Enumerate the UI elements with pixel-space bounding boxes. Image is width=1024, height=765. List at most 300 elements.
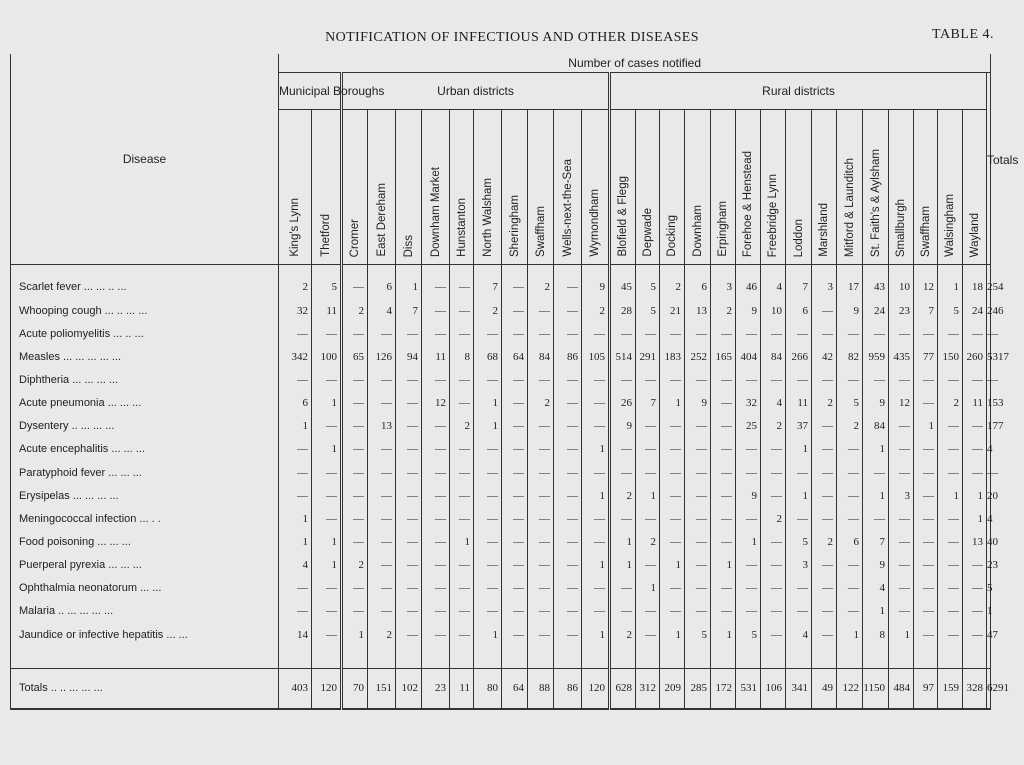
cell-value: — xyxy=(963,415,987,438)
cell-value: 2 xyxy=(610,623,636,646)
cell-value: 64 xyxy=(502,345,528,368)
row-total: 153 xyxy=(987,392,991,415)
cell-value: — xyxy=(963,577,987,600)
column-header xyxy=(610,110,636,265)
cell-value: — xyxy=(736,507,761,530)
cell-value: 7 xyxy=(396,299,422,322)
column-label: Downham xyxy=(691,205,704,257)
cell-value: — xyxy=(528,577,554,600)
table-row xyxy=(11,623,991,646)
cell-value: — xyxy=(812,322,837,345)
cell-value: 1 xyxy=(914,415,938,438)
cell-value: 2 xyxy=(761,415,786,438)
cell-value: — xyxy=(582,530,610,553)
cell-value: 1 xyxy=(610,554,636,577)
row-total: 23 xyxy=(987,554,991,577)
cell-value: — xyxy=(636,554,660,577)
cell-value: 12 xyxy=(422,392,450,415)
cell-value: — xyxy=(889,554,914,577)
cell-value: 105 xyxy=(582,345,610,368)
cell-value: — xyxy=(711,368,736,391)
cell-value: — xyxy=(761,368,786,391)
cell-value: 9 xyxy=(582,276,610,299)
cell-value: — xyxy=(554,276,582,299)
column-header xyxy=(342,110,368,265)
table-row xyxy=(11,577,991,600)
cell-value: 291 xyxy=(636,345,660,368)
disease-notification-table xyxy=(10,54,1019,710)
row-total: 5 xyxy=(987,577,991,600)
cell-value: — xyxy=(502,368,528,391)
cell-value: — xyxy=(938,461,963,484)
cell-value: — xyxy=(837,484,863,507)
cell-value: — xyxy=(422,623,450,646)
cell-value: — xyxy=(554,577,582,600)
column-header xyxy=(474,110,502,265)
cell-value: — xyxy=(837,600,863,623)
cell-value: — xyxy=(685,600,711,623)
cell-value: 1 xyxy=(863,438,889,461)
cell-value: — xyxy=(502,623,528,646)
cell-value: 1 xyxy=(312,530,342,553)
column-total: 151 xyxy=(368,668,396,709)
cell-value: 84 xyxy=(528,345,554,368)
cell-value: — xyxy=(938,507,963,530)
cell-value: 435 xyxy=(889,345,914,368)
cell-value: — xyxy=(396,438,422,461)
cell-value: — xyxy=(582,368,610,391)
cell-value: 21 xyxy=(660,299,685,322)
disease-name: Erysipelas ... ... ... ... xyxy=(11,484,279,507)
cell-value: 342 xyxy=(279,345,312,368)
cell-value: — xyxy=(474,554,502,577)
cell-value: — xyxy=(554,484,582,507)
cell-value: — xyxy=(528,530,554,553)
column-label: Sheringham xyxy=(508,194,521,257)
column-header xyxy=(736,110,761,265)
column-header xyxy=(368,110,396,265)
column-total: 285 xyxy=(685,668,711,709)
cell-value: — xyxy=(422,507,450,530)
column-label: Diss xyxy=(402,234,415,257)
cell-value: — xyxy=(554,392,582,415)
column-label: Docking xyxy=(666,215,678,257)
cell-value: — xyxy=(812,577,837,600)
column-label: Swaffham xyxy=(534,206,547,257)
cell-value: 2 xyxy=(474,299,502,322)
cell-value: 28 xyxy=(610,299,636,322)
cell-value: — xyxy=(837,438,863,461)
cell-value: — xyxy=(812,554,837,577)
cell-value: — xyxy=(786,577,812,600)
cell-value: — xyxy=(582,507,610,530)
cell-value: — xyxy=(837,577,863,600)
row-total: 20 xyxy=(987,484,991,507)
cell-value: — xyxy=(396,461,422,484)
cell-value: 1 xyxy=(963,507,987,530)
cell-value: — xyxy=(502,461,528,484)
cell-value: — xyxy=(736,554,761,577)
column-total: 403 xyxy=(279,668,312,709)
cell-value: 1 xyxy=(863,484,889,507)
column-label: St. Faith's & Aylsham xyxy=(869,148,882,257)
cell-value: 13 xyxy=(368,415,396,438)
cell-value: — xyxy=(554,507,582,530)
cell-value: — xyxy=(889,577,914,600)
cell-value: — xyxy=(660,438,685,461)
column-header xyxy=(660,110,685,265)
cell-value: — xyxy=(528,554,554,577)
cell-value: 12 xyxy=(914,276,938,299)
cell-value: — xyxy=(963,461,987,484)
cell-value: — xyxy=(889,322,914,345)
table-row xyxy=(11,438,991,461)
cell-value: — xyxy=(938,368,963,391)
disease-name: Acute encephalitis ... ... ... xyxy=(11,438,279,461)
cell-value: 18 xyxy=(963,276,987,299)
column-header xyxy=(450,110,474,265)
cell-value: — xyxy=(502,507,528,530)
column-label: Loddon xyxy=(792,218,805,257)
cell-value: — xyxy=(837,554,863,577)
cell-value: — xyxy=(502,438,528,461)
cell-value: — xyxy=(368,600,396,623)
cell-value: 25 xyxy=(736,415,761,438)
cell-value: 2 xyxy=(528,276,554,299)
disease-name: Jaundice or infective hepatitis ... ... xyxy=(11,623,279,646)
cell-value: — xyxy=(914,392,938,415)
cell-value: 183 xyxy=(660,345,685,368)
cell-value: — xyxy=(342,438,368,461)
row-total: 4 xyxy=(987,507,991,530)
cell-value: 1 xyxy=(474,392,502,415)
cell-value: 8 xyxy=(863,623,889,646)
cell-value: 1 xyxy=(312,554,342,577)
cell-value: 2 xyxy=(660,276,685,299)
cell-value: — xyxy=(837,507,863,530)
cell-value: — xyxy=(914,530,938,553)
cell-value: — xyxy=(368,438,396,461)
cell-value: — xyxy=(528,438,554,461)
cell-value: — xyxy=(636,322,660,345)
cell-value: — xyxy=(938,530,963,553)
cell-value: — xyxy=(312,461,342,484)
cell-value: — xyxy=(938,415,963,438)
cell-value: 1 xyxy=(582,484,610,507)
cell-value: 2 xyxy=(636,530,660,553)
cell-value: 9 xyxy=(837,299,863,322)
cell-value: — xyxy=(660,600,685,623)
column-total: 484 xyxy=(889,668,914,709)
cell-value: — xyxy=(342,461,368,484)
cell-value: — xyxy=(474,461,502,484)
cell-value: — xyxy=(450,392,474,415)
cell-value: — xyxy=(914,554,938,577)
cell-value: — xyxy=(660,368,685,391)
cell-value: — xyxy=(342,577,368,600)
cell-value: 3 xyxy=(889,484,914,507)
cell-value: — xyxy=(963,368,987,391)
cell-value: 1 xyxy=(786,484,812,507)
cell-value: — xyxy=(450,276,474,299)
column-total: 122 xyxy=(837,668,863,709)
cell-value: — xyxy=(610,600,636,623)
table-row xyxy=(11,299,991,322)
disease-name: Acute poliomyelitis ... .. ... xyxy=(11,322,279,345)
cell-value: — xyxy=(422,577,450,600)
disease-name: Puerperal pyrexia ... ... ... xyxy=(11,554,279,577)
cell-value: 2 xyxy=(528,392,554,415)
column-header xyxy=(279,110,312,265)
column-total: 106 xyxy=(761,668,786,709)
cell-value: — xyxy=(761,600,786,623)
cell-value: 7 xyxy=(863,530,889,553)
cell-value: 4 xyxy=(786,623,812,646)
cell-value: 514 xyxy=(610,345,636,368)
cell-value: 1 xyxy=(312,392,342,415)
cell-value: 11 xyxy=(422,345,450,368)
cell-value: — xyxy=(502,484,528,507)
cell-value: 68 xyxy=(474,345,502,368)
column-label: Smallburgh xyxy=(895,198,907,257)
row-total: 254 xyxy=(987,276,991,299)
cell-value: — xyxy=(279,322,312,345)
cell-value: — xyxy=(636,623,660,646)
column-total: 49 xyxy=(812,668,837,709)
row-total: 47 xyxy=(987,623,991,646)
cell-value: 2 xyxy=(761,507,786,530)
cell-value: — xyxy=(502,322,528,345)
cell-value: 126 xyxy=(368,345,396,368)
column-label: Freebridge Lynn xyxy=(767,173,779,257)
cell-value: 100 xyxy=(312,345,342,368)
cell-value: — xyxy=(554,368,582,391)
disease-name: Paratyphoid fever ... ... ... xyxy=(11,461,279,484)
cell-value: — xyxy=(368,530,396,553)
cell-value: 1 xyxy=(736,530,761,553)
column-label: Erpingham xyxy=(717,201,729,257)
cell-value: — xyxy=(786,368,812,391)
cell-value: 13 xyxy=(685,299,711,322)
cell-value: — xyxy=(554,322,582,345)
cell-value: 2 xyxy=(812,530,837,553)
cell-value: — xyxy=(474,530,502,553)
cell-value: — xyxy=(963,554,987,577)
cell-value: — xyxy=(554,554,582,577)
disease-name: Acute pneumonia ... ... ... xyxy=(11,392,279,415)
cell-value: — xyxy=(685,461,711,484)
cell-value: — xyxy=(279,577,312,600)
cell-value: — xyxy=(938,623,963,646)
column-label: Wells-next-the-Sea xyxy=(561,159,574,257)
cell-value: — xyxy=(279,600,312,623)
cell-value: — xyxy=(450,623,474,646)
cell-value: — xyxy=(528,623,554,646)
cell-value: — xyxy=(711,461,736,484)
cell-value: — xyxy=(474,322,502,345)
cell-value: — xyxy=(502,276,528,299)
column-total: 97 xyxy=(914,668,938,709)
cell-value: — xyxy=(938,322,963,345)
cell-value: — xyxy=(312,322,342,345)
cell-value: 14 xyxy=(279,623,312,646)
cell-value: — xyxy=(636,368,660,391)
column-label: Marshland xyxy=(818,203,830,257)
cell-value: 1 xyxy=(396,276,422,299)
cell-value: — xyxy=(450,600,474,623)
column-label: King's Lynn xyxy=(289,198,301,257)
cell-value: 1 xyxy=(863,600,889,623)
disease-name: Whooping cough ... .. ... ... xyxy=(11,299,279,322)
cell-value: 4 xyxy=(863,577,889,600)
cell-value: — xyxy=(368,507,396,530)
cell-value: 24 xyxy=(963,299,987,322)
cell-value: 260 xyxy=(963,345,987,368)
column-total: 23 xyxy=(422,668,450,709)
cell-value: — xyxy=(582,600,610,623)
cell-value: — xyxy=(342,484,368,507)
cell-value: — xyxy=(554,600,582,623)
cell-value: — xyxy=(711,415,736,438)
cell-value: — xyxy=(863,507,889,530)
cell-value: 11 xyxy=(963,392,987,415)
column-header xyxy=(396,110,422,265)
cell-value: — xyxy=(474,600,502,623)
cell-value: — xyxy=(863,461,889,484)
cell-value: — xyxy=(914,322,938,345)
cell-value: — xyxy=(312,415,342,438)
cell-value: 1 xyxy=(786,438,812,461)
cell-value: — xyxy=(474,484,502,507)
column-header xyxy=(582,110,610,265)
column-header xyxy=(786,110,812,265)
cell-value: — xyxy=(554,438,582,461)
cell-value: — xyxy=(761,577,786,600)
cell-value: 7 xyxy=(914,299,938,322)
cell-value: — xyxy=(474,438,502,461)
cell-value: — xyxy=(502,415,528,438)
cell-value: — xyxy=(685,484,711,507)
cell-value: — xyxy=(396,577,422,600)
cell-value: — xyxy=(660,530,685,553)
cell-value: 6 xyxy=(786,299,812,322)
cell-value: — xyxy=(660,484,685,507)
column-label: Downham Market xyxy=(429,166,442,257)
cell-value: — xyxy=(396,415,422,438)
cell-value: 7 xyxy=(786,276,812,299)
cell-value: 45 xyxy=(610,276,636,299)
cell-value: — xyxy=(582,322,610,345)
cell-value: — xyxy=(582,461,610,484)
table-row xyxy=(11,415,991,438)
table-row xyxy=(11,392,991,415)
table-row xyxy=(11,322,991,345)
cell-value: 77 xyxy=(914,345,938,368)
cell-value: 1 xyxy=(279,507,312,530)
cell-value: 5 xyxy=(837,392,863,415)
cell-value: 17 xyxy=(837,276,863,299)
cell-value: 2 xyxy=(610,484,636,507)
cell-value: — xyxy=(312,368,342,391)
column-total: 341 xyxy=(786,668,812,709)
cell-value: 9 xyxy=(863,392,889,415)
cell-value: — xyxy=(711,484,736,507)
cell-value: 42 xyxy=(812,345,837,368)
cell-value: — xyxy=(342,415,368,438)
cell-value: 3 xyxy=(812,276,837,299)
cell-value: — xyxy=(914,577,938,600)
cell-value: — xyxy=(938,438,963,461)
group-header-2: Rural districts xyxy=(610,73,987,110)
disease-name: Meningococcal infection ... . . xyxy=(11,507,279,530)
cell-value: 1 xyxy=(582,623,610,646)
cell-value: — xyxy=(342,392,368,415)
cell-value: — xyxy=(837,322,863,345)
cell-value: 165 xyxy=(711,345,736,368)
cell-value: — xyxy=(528,299,554,322)
cell-value: — xyxy=(474,577,502,600)
column-label: North Walsham xyxy=(481,178,494,257)
cell-value: 1 xyxy=(312,438,342,461)
cell-value: — xyxy=(812,438,837,461)
cell-value: — xyxy=(914,600,938,623)
cell-value: — xyxy=(368,554,396,577)
cell-value: — xyxy=(761,461,786,484)
column-label: East Dereham xyxy=(375,183,388,257)
cell-value: — xyxy=(474,368,502,391)
cell-value: — xyxy=(812,623,837,646)
cell-value: 5 xyxy=(736,623,761,646)
cell-value: — xyxy=(889,368,914,391)
column-total: 88 xyxy=(528,668,554,709)
cell-value: — xyxy=(396,600,422,623)
column-label: Swaffham xyxy=(919,206,932,257)
cell-value: — xyxy=(368,484,396,507)
cell-value: — xyxy=(502,577,528,600)
cell-value: 1 xyxy=(938,484,963,507)
cell-value: — xyxy=(396,392,422,415)
cell-value: 9 xyxy=(610,415,636,438)
cell-value: — xyxy=(610,438,636,461)
cell-value: — xyxy=(368,392,396,415)
cell-value: — xyxy=(938,600,963,623)
column-header xyxy=(938,110,963,265)
cell-value: — xyxy=(502,554,528,577)
cell-value: — xyxy=(786,600,812,623)
cell-value: 1 xyxy=(610,530,636,553)
cell-value: — xyxy=(502,299,528,322)
table-row xyxy=(11,600,991,623)
cell-value: — xyxy=(812,507,837,530)
table-number: TABLE 4. xyxy=(932,27,994,42)
cell-value: — xyxy=(279,368,312,391)
cell-value: — xyxy=(660,322,685,345)
cell-value: 4 xyxy=(279,554,312,577)
cell-value: 3 xyxy=(711,276,736,299)
cell-value: — xyxy=(914,484,938,507)
cell-value: — xyxy=(502,392,528,415)
cell-value: 43 xyxy=(863,276,889,299)
cell-value: 2 xyxy=(342,299,368,322)
cell-value: — xyxy=(914,438,938,461)
cell-value: — xyxy=(368,461,396,484)
cell-value: — xyxy=(761,530,786,553)
cell-value: — xyxy=(812,484,837,507)
cell-value: 6 xyxy=(685,276,711,299)
cell-value: 5 xyxy=(636,276,660,299)
cell-value: 24 xyxy=(863,299,889,322)
cell-value: — xyxy=(422,415,450,438)
